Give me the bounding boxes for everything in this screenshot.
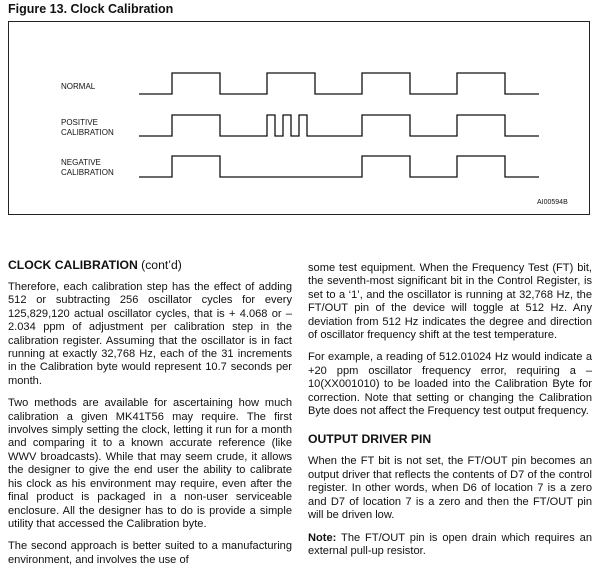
waveform-negative-calibration (139, 156, 539, 177)
note-label: Note: (308, 531, 337, 544)
paragraph: Two methods are available for ascertaining how much calibration a given MK41T56 may require. The first involves simply setting the clock, letting it run for a month and comparing it to a known accurate reference (like WWV broadcasts). While that may seem crude, it allows the designer to give the end user the ability to calibrate his clock as his environment may require, even after the final product is packaged in a non-user serviceable enclosure. All the designer has to do is provide a simple utility that accessed the Calibration byte. (8, 397, 292, 530)
figure-id: AI00594B (537, 199, 568, 206)
signal-label-positive-calibration: POSITIVE CALIBRATION (61, 118, 114, 137)
right-column (308, 262, 592, 567)
paragraph: For example, a reading of 512.01024 Hz would indicate a +20 ppm oscillator frequency error, requiring a –10(XX001010) to be loaded into the Calibration Byte for correction. Note that setting or changing the Calibration Byte does not affect the Frequency test output frequency. (308, 351, 592, 418)
figure-title: Figure 13. Clock Calibration (8, 2, 174, 16)
signal-label-normal: NORMAL (61, 82, 96, 91)
waveform-normal (139, 73, 539, 94)
paragraph: Therefore, each calibration step has the effect of adding 512 or subtracting 256 oscillator cycles for every 125,829,120 actual oscillator cycles, that is + 4.068 or –2.034 ppm of adjustment per calibration step in the calibration register. Assuming that the oscillator is in fact running at exactly 32,768 Hz, each of the 31 increments in the Calibration byte would represent 10.7 seconds per month. (8, 281, 292, 387)
clock-calibration-figure (8, 21, 590, 215)
signal-label-negative-calibration: NEGATIVE CALIBRATION (61, 158, 114, 177)
paragraph: some test equipment. When the Frequency Test (FT) bit, the seventh-most significant bit in the Control Register, is set to a ‘1’, and the oscillator is running at 32,768 Hz, the FT/OUT pin of the device will toggle at 512 Hz. Any deviation from 512 Hz indicates the degree and direction of oscillator frequency shift at the test temperature. (308, 262, 592, 342)
heading-suffix: (cont’d) (137, 258, 182, 272)
section-heading-clock-calibration (8, 258, 292, 272)
waveform-positive-calibration (139, 115, 539, 136)
note-text: The FT/OUT pin is open drain which requires an external pull-up resistor. (308, 531, 592, 557)
timing-diagram (9, 22, 591, 216)
left-column (8, 258, 292, 576)
heading-text: CLOCK CALIBRATION (8, 258, 138, 272)
paragraph: When the FT bit is not set, the FT/OUT pin becomes an output driver that reflects the contents of D7 of the control register. In other words, when D6 of location 7 is a zero and D7 of location 7 is a zero and then the FT/OUT pin will be driven low. (308, 455, 592, 522)
section-heading-output-driver-pin: OUTPUT DRIVER PIN (308, 432, 432, 447)
paragraph: The second approach is better suited to a manufacturing environment, and involves the use of (8, 540, 292, 566)
note-paragraph (308, 532, 592, 559)
